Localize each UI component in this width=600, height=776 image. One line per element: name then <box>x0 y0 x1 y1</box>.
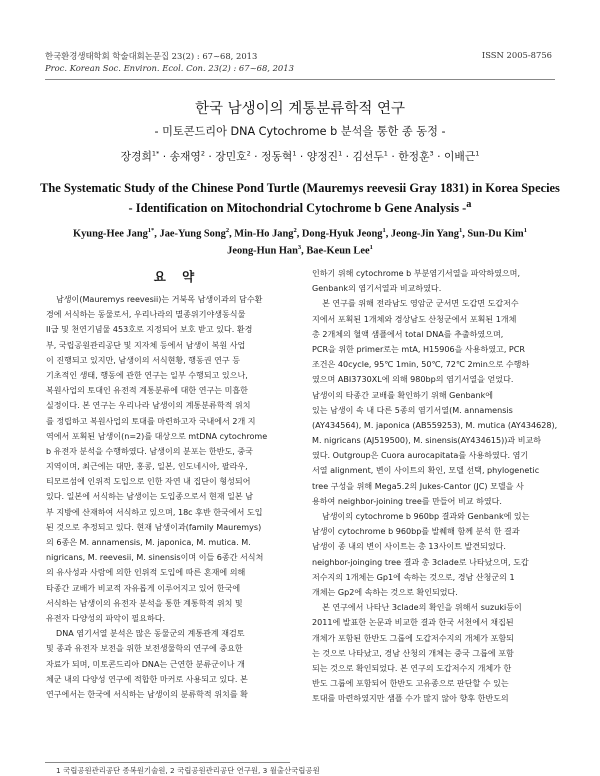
english-title-line-2-text: - Identification on Mitochondrial Cytochrome b Gene Analysis - <box>128 201 467 216</box>
text-line: 남생이 cytochrome b 960bp를 발췌해 함께 분석 한 결과 <box>312 527 520 537</box>
english-author-list-line-2 <box>0 244 600 256</box>
footnote-divider <box>45 762 290 763</box>
text-line: 되는 것으로 확인되었다. 본 연구의 도갑저수지 개체가 한 <box>312 663 512 673</box>
text-line: PCR을 위한 primer로는 mtA, H15906을 사용하였고, PCR <box>312 344 525 354</box>
text-line: 부 지방에 산재하여 서식하고 있으며, 18c 후반 한국에서 도입 <box>46 507 263 517</box>
text-line: 반도 그룹에 포함되어 한반도 고유종으로 판단할 수 있는 <box>312 679 509 689</box>
text-line: 자료가 되며, 미토콘드리아 DNA는 근연한 분류군이나 개 <box>46 659 245 669</box>
author-affiliation-mark: 2 <box>293 227 297 234</box>
text-line: 조건은 40cycle, 95℃ 1min, 50℃, 72℃ 2min으로 수행하 <box>312 360 530 370</box>
author-name: Jeong-Hun Han <box>227 245 298 257</box>
text-line: 역에서 포획된 남생이(n=2)를 대상으로 mtDNA cytochrome <box>46 431 268 441</box>
author-affiliation-mark: 2 <box>200 149 205 158</box>
author-separator: · <box>387 150 399 163</box>
text-line: nigricans, M. reevesii, M. sinensis이며 이들 6종간 서식처 <box>46 553 264 563</box>
text-line: 2011에 발표한 논문과 비교한 결과 한국 서천에서 채집된 <box>312 618 514 628</box>
text-line: II급 및 천연기념물 453호로 지정되어 보호 받고 있다. 환경 <box>46 325 253 335</box>
author-affiliation-mark: 1 <box>523 227 527 234</box>
text-line: 는 것으로 나타났고, 경남 산청의 개체는 중국 그룹에 포함 <box>312 648 514 658</box>
text-line: 남생이의 타종간 교배를 확인하기 위해 Genbank에 <box>312 390 494 400</box>
text-line: 를 정립하고 복원사업의 토대를 마련하고자 국내에서 2개 지 <box>46 416 256 426</box>
abstract-left-column <box>46 266 308 702</box>
abstract-heading: 요 약 <box>153 269 201 284</box>
author-name: 양정진 <box>306 150 339 163</box>
korean-subtitle-text: - 미토콘드리아 DNA Cytochrome b 분석을 통한 종 동정 - <box>154 125 446 138</box>
text-line: 지역이며, 최근에는 대만, 홍콩, 일본, 인도네시아, 팔라우, <box>46 462 248 472</box>
author-separator: , <box>154 228 160 240</box>
text-line: 있다. 일본에 서식하는 남생이는 도입종으로서 현재 일본 남 <box>46 492 254 502</box>
author-name: 이배근 <box>443 150 476 163</box>
author-separator: , <box>296 228 302 240</box>
header-divider <box>45 79 555 80</box>
text-line: 남생이의 cytochrome b 960bp 결과와 Genbank에 있는 <box>322 512 530 521</box>
text-line: 개체가 포함된 한반도 그룹에 도갑저수지의 개체가 포함되 <box>312 633 514 643</box>
author-separator: · <box>250 150 262 163</box>
author-name: 송재영 <box>169 150 201 163</box>
text-line: 및 종과 유전자 보전을 위한 보전생물학의 연구에 중요한 <box>46 644 243 654</box>
author-name: 김선두 <box>352 150 384 163</box>
text-line: 실정이다. 본 연구는 우리나라 남생이의 계통분류학적 위치 <box>46 401 251 411</box>
author-separator: · <box>342 150 353 163</box>
author-affiliation-mark: 2 <box>225 227 230 234</box>
author-affiliation-mark: 1 <box>383 149 388 158</box>
author-separator: · <box>159 150 170 163</box>
author-name: Jeong-Jin Yang <box>390 228 459 240</box>
english-author-list-line-1 <box>0 227 600 239</box>
author-affiliation-mark: 1 <box>382 227 386 234</box>
text-line: 티모르섬에 인위적 도입으로 인한 자연 내 집단이 형성되어 <box>46 477 251 487</box>
author-name: Min-Ho Jang <box>234 228 294 240</box>
text-line: 기초적인 생태, 행동에 관한 연구는 일부 수행되고 있으나, <box>46 370 248 380</box>
text-line: 부, 국립공원관리공단 및 지자체 등에서 남생이 복원 사업 <box>46 340 246 350</box>
text-line: 본 연구에서 나타난 3clade의 확인을 위해서 suzuki등이 <box>322 603 522 613</box>
text-line: 경에 서식하는 동물로서, 우리나라의 멸종위기야생동식물 <box>46 310 246 320</box>
journal-header-english: Proc. Korean Soc. Environ. Ecol. Con. 23(2) : 67~68, 2013 <box>45 63 294 73</box>
text-line: 서식하는 남생이의 유전자 분석을 통한 계통학적 위치 및 <box>46 598 243 608</box>
author-affiliation-mark: 1 <box>369 244 373 251</box>
author-name: 정동혁 <box>261 150 293 163</box>
text-line: 토대를 마련하였지만 샘플 수가 많지 않아 향후 한반도의 <box>312 694 509 704</box>
korean-author-list <box>0 149 600 164</box>
text-line: M. nigricans (AJ519500), M. sinensis(AY434615))과 비교하 <box>312 436 542 446</box>
text-line: neighbor-joinging tree 결과 총 3clade로 나타났으며, 도갑 <box>312 557 529 567</box>
text-line: 지에서 포획된 1개체와 경상남도 산청군에서 포획된 1개체 <box>312 314 517 324</box>
text-line: 타종간 교배가 비교적 자유롭게 이루어지고 있어 한국에 <box>46 583 241 593</box>
right-column-body <box>312 266 574 706</box>
text-line: 복원사업의 토대인 유전적 계통분류에 대한 연구는 미흡한 <box>46 386 248 396</box>
text-line: 총 2개체의 혈액 샘플에서 total DNA를 추출하였으며, <box>312 329 504 339</box>
author-separator: , <box>462 228 468 240</box>
text-line: 된 것으로 추정되고 있다. 현재 남생이과(family Mauremys) <box>46 522 262 532</box>
text-line: b 유전자 분석을 수행하였다. 남생이의 분포는 한반도, 중국 <box>46 446 253 456</box>
author-affiliation-mark: 3 <box>429 149 434 158</box>
author-separator: , <box>385 228 391 240</box>
author-separator: · <box>205 150 216 163</box>
english-title-line-2 <box>0 199 600 216</box>
affiliation-footnote: 1 국립공원관리공단 종복원기술원, 2 국립공원관리공단 연구원, 3 월출산국립공원 <box>56 766 320 775</box>
english-title-line-1: The Systematic Study of the Chinese Pond Turtle (Mauremys reevesii Gray 1831) in Korea Species <box>40 181 560 195</box>
left-column-body <box>46 292 308 702</box>
text-line: 남생이(Mauremys reevesii)는 거북목 남생이과의 담수환 <box>56 295 263 304</box>
text-line: 유전자 다양성의 파악이 필요하다. <box>46 613 166 623</box>
text-line: 이 진행되고 있지만, 남생이의 서식현황, 행동권 연구 등 <box>46 355 241 365</box>
author-name: Bae-Keun Lee <box>306 245 370 257</box>
author-affiliation-mark: 1 <box>338 149 343 158</box>
author-affiliation-mark: 1* <box>151 149 160 158</box>
author-name: Jae-Yung Song <box>159 228 226 240</box>
author-affiliation-mark: 1* <box>147 227 155 234</box>
author-name: 장경희 <box>120 150 152 163</box>
author-name: Dong-Hyuk Jeong <box>301 228 383 240</box>
author-affiliation-mark: 1 <box>458 227 463 234</box>
text-line: 개체는 Gp2에 속하는 것으로 확인되었다. <box>312 587 458 597</box>
author-name: Sun-Du Kim <box>467 228 524 240</box>
issn: ISSN 2005-8756 <box>481 50 552 60</box>
journal-header-korean: 한국환경생태학회 학술대회논문집 23(2) : 67~68, 2013 <box>45 51 258 61</box>
author-separator: , <box>229 228 235 240</box>
text-line: 남생이 종 내의 변이 사이트는 총 13사이트 발견되었다. <box>312 542 506 552</box>
text-line: DNA 염기서열 분석은 많은 동물군의 계통관계 재검토 <box>56 629 245 639</box>
text-line: 있는 남생이 속 내 다른 5종의 염기서열(M. annamensis <box>312 405 513 415</box>
author-name: 장민호 <box>215 150 247 163</box>
author-affiliation-mark: 1 <box>475 149 480 158</box>
abstract-right-column <box>312 266 574 706</box>
text-line: 연구에서는 한국에 서식하는 남생이의 분류학적 위치를 확 <box>46 689 248 699</box>
text-line: 용하여 neighbor-joining tree를 만들어 비교 하였다. <box>312 496 502 506</box>
text-line: tree 구성을 위해 Mega5.2의 Jukes-Cantor (JC) 모델을 사 <box>312 481 524 491</box>
korean-title: 한국 남생이의 계통분류학적 연구 <box>195 101 405 117</box>
text-line: 서열 alignment, 변이 사이트의 확인, 모델 선택, phylogenetic <box>312 466 540 476</box>
text-line: 저수지의 1개체는 Gp1에 속하는 것으로, 경남 산청군의 1 <box>312 572 515 582</box>
text-line: 본 연구를 위해 전라남도 영암군 군서면 도갑면 도갑저수 <box>322 299 519 309</box>
author-affiliation-mark: 3 <box>297 244 302 251</box>
author-affiliation-mark: 2 <box>246 149 251 158</box>
author-affiliation-mark: 1 <box>292 149 297 158</box>
text-line: Genbank의 염기서열과 비교하였다. <box>312 284 442 294</box>
author-name: Kyung-Hee Jang <box>73 228 148 240</box>
author-separator: · <box>433 150 444 163</box>
text-line: 였으며 ABI3730XL에 의해 980bp의 염기서열을 얻었다. <box>312 375 514 385</box>
author-name: 한정훈 <box>398 150 430 163</box>
text-line: 인하기 위해 cytochrome b 부분염기서열을 파악하였으며, <box>312 269 521 278</box>
text-line: 체군 내의 다양성 연구에 적합한 마커로 사용되고 있다. 본 <box>46 674 248 684</box>
korean-subtitle <box>0 123 600 139</box>
text-line: 였다. Outgroup은 Cuora aurocapitata를 사용하였다. 염기 <box>312 451 529 461</box>
author-separator: · <box>296 150 307 163</box>
text-line: 의 6종은 M. annamensis, M. japonica, M. mutica. M. <box>46 538 251 547</box>
author-separator: , <box>301 245 307 257</box>
text-line: (AY434564), M. japonica (AB559253), M. mutica (AY434628), <box>312 420 558 430</box>
title-footnote-mark: a <box>466 199 472 210</box>
text-line: 의 유사성과 사람에 의한 인위적 도입에 따른 혼재에 의해 <box>46 568 246 578</box>
